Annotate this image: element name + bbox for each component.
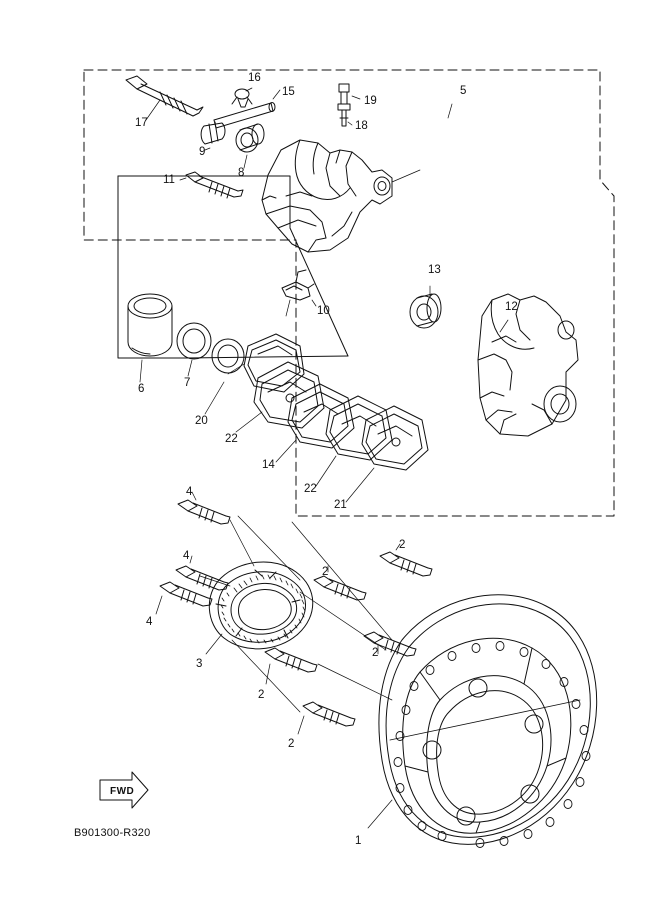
- callout-4b: 4: [183, 550, 190, 562]
- callout-20: 20: [195, 415, 208, 427]
- callout-2a: 2: [322, 566, 329, 578]
- callout-22b: 22: [304, 483, 317, 495]
- callout-17: 17: [135, 117, 148, 129]
- callout-11: 11: [163, 174, 175, 186]
- callout-13: 13: [428, 264, 441, 276]
- callout-2c: 2: [258, 689, 265, 701]
- callout-14: 14: [262, 459, 275, 471]
- callout-18: 18: [355, 120, 368, 132]
- callout-15: 15: [282, 86, 295, 98]
- callout-2b: 2: [372, 647, 379, 659]
- callout-22a: 22: [225, 433, 238, 445]
- callout-8: 8: [238, 167, 245, 179]
- part-code-label: B901300-R320: [74, 827, 151, 839]
- callout-9: 9: [199, 146, 206, 158]
- callout-5: 5: [460, 85, 467, 97]
- fwd-direction-label: FWD: [110, 786, 135, 797]
- callout-2d: 2: [288, 738, 295, 750]
- callout-16: 16: [248, 72, 261, 84]
- callout-12: 12: [505, 301, 518, 313]
- callout-19: 19: [364, 95, 377, 107]
- callout-3: 3: [196, 658, 203, 670]
- callout-4c: 4: [146, 616, 153, 628]
- callout-7: 7: [184, 377, 191, 389]
- callout-10: 10: [317, 305, 330, 317]
- callout-6: 6: [138, 383, 145, 395]
- callout-4a: 4: [186, 486, 193, 498]
- callout-21: 21: [334, 499, 347, 511]
- callout-1: 1: [355, 835, 362, 847]
- callout-2e: 2: [399, 539, 406, 551]
